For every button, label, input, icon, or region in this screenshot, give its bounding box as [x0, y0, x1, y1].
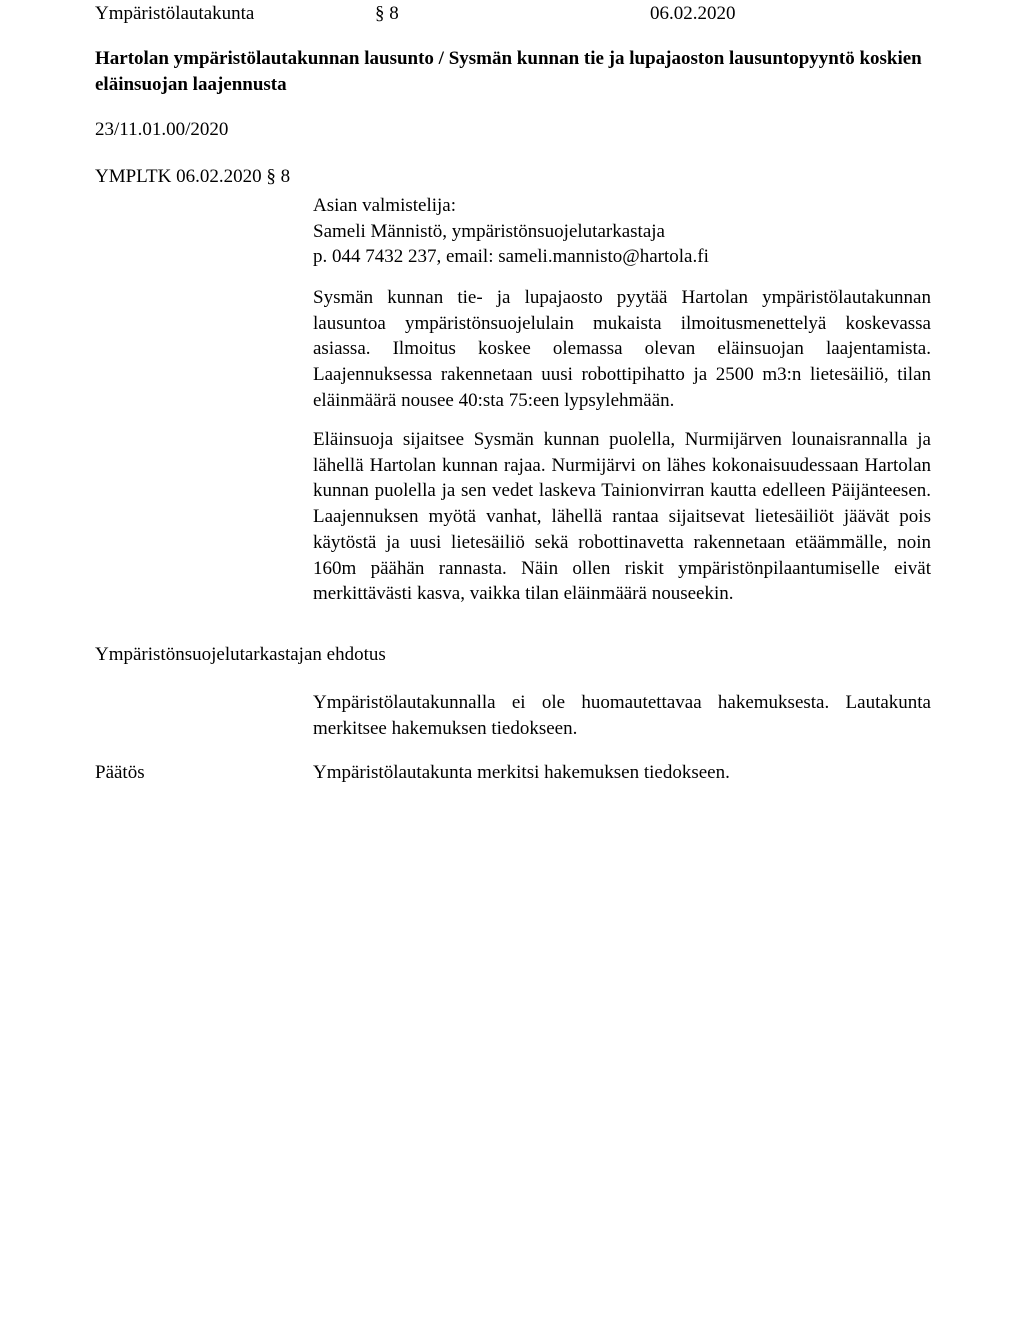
- meeting-reference: YMPLTK 06.02.2020 § 8: [95, 166, 291, 187]
- decision-label: Päätös: [95, 762, 145, 783]
- header-committee-name: Ympäristölautakunta: [95, 3, 255, 24]
- preparer-name-title: Sameli Männistö, ympäristönsuojelutarkastaja: [313, 220, 665, 242]
- body-paragraph-2: Eläinsuoja sijaitsee Sysmän kunnan puolella, Nurmijärven lounaisrannalla ja lähellä Hartolan kunnan rajaa. Nurmijärvi on lähes kokonaisuudessaan Hartolan kunnan puolella ja sen vedet laskeva Tainionvirran kautta edelleen Päijänteesen. Laajennuksen myötä vanhat, lähellä rantaa sijaitsevat lietesäiliöt jäävät pois käytöstä ja uusi lietesäiliö sekä robottinavetta rakennetaan etäämmälle, noin 160m päähän rannasta. Näin ollen riskit ympäristönpilaantumiselle eivät merkittävästi kasva, vaikka tilan eläinmäärä nouseekin.: [313, 429, 931, 605]
- decision-text: Ympäristölautakunta merkitsi hakemuksen tiedokseen.: [313, 762, 730, 783]
- body-paragraph-1: Sysmän kunnan tie- ja lupajaosto pyytää Hartolan ympäristölautakunnan lausuntoa ympäristönsuojelulain mukaista ilmoitusmenettelyä koskevassa asiassa. Ilmoitus koskee olemassa olevan eläinsuojan laajentamista. Laajennuksessa rakennetaan uusi robottipihatto ja 2500 m3:n lietesäiliö, tilan eläinmäärä nousee 40:sta 75:een lypsylehmään.: [313, 287, 931, 411]
- proposal-text: Ympäristölautakunnalla ei ole huomautettavaa hakemuksesta. Lautakunta merkitsee hakemuksen tiedokseen.: [313, 692, 931, 739]
- header-date: 06.02.2020: [650, 3, 736, 24]
- header-section-mark: § 8: [375, 3, 399, 24]
- preparer-contact: p. 044 7432 237, email: sameli.mannisto@hartola.fi: [313, 246, 709, 267]
- record-number: 23/11.01.00/2020: [95, 119, 229, 140]
- document-title: Hartolan ympäristölautakunnan lausunto / Sysmän kunnan tie ja lupajaoston lausuntopyyntö koskien eläinsuojan laajennusta: [95, 48, 922, 95]
- preparer-block: [313, 193, 953, 270]
- proposal-heading: Ympäristönsuojelutarkastajan ehdotus: [95, 644, 386, 665]
- preparer-label: Asian valmistelija:: [313, 195, 457, 216]
